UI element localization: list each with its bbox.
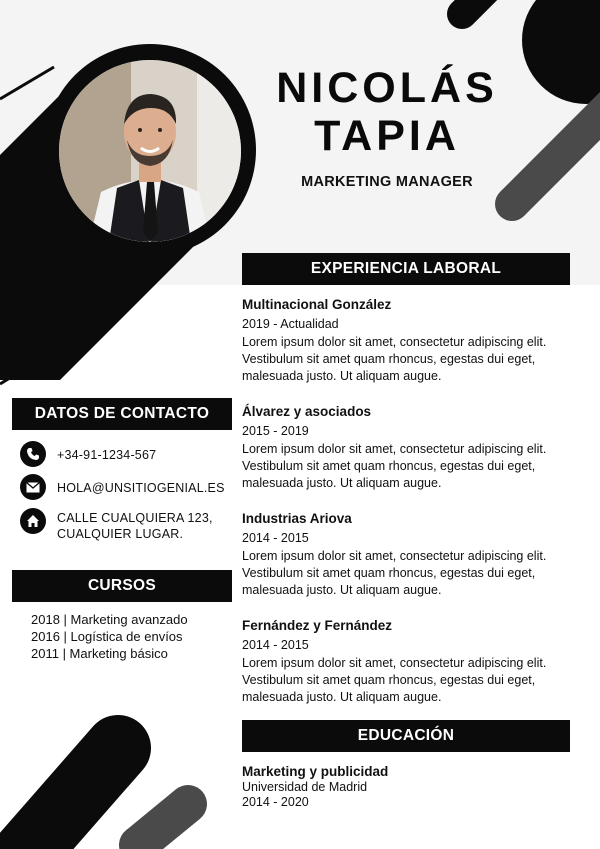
deco-line-top-left [0,67,54,99]
job-title: MARKETING MANAGER [301,174,473,190]
experience-years: 2015 - 2019 [242,424,309,438]
experience-company: Álvarez y asociados [242,404,372,419]
description-line: malesuada justo. Ut aliquam augue. [242,369,442,383]
description-line: Vestibulum sit amet quam rhoncus, egestas dui eget, [242,673,536,687]
description-line: malesuada justo. Ut aliquam augue. [242,476,442,490]
experience-description [242,441,582,492]
experience-description [242,334,582,385]
experience-years: 2014 - 2015 [242,531,309,545]
home-icon [20,508,46,534]
education-heading: EDUCACIÓN [242,720,570,752]
education-school: Universidad de Madrid [242,780,368,794]
description-line: malesuada justo. Ut aliquam augue. [242,583,442,597]
description-line: Lorem ipsum dolor sit amet, consectetur adipiscing elit. [242,442,547,456]
course-item: 2018 | Marketing avanzado [31,612,188,627]
education-degree: Marketing y publicidad [242,764,389,779]
description-line: Lorem ipsum dolor sit amet, consectetur adipiscing elit. [242,335,547,349]
deco-circle-top-right [522,0,600,104]
contact-email-row [20,474,225,500]
first-name: NICOLÁS [276,64,498,112]
description-line: malesuada justo. Ut aliquam augue. [242,690,442,704]
experience-description [242,548,582,599]
mail-icon [20,474,46,500]
contact-phone[interactable]: +34-91-1234-567 [57,448,157,462]
contact-address-row [20,508,213,542]
last-name: TAPIA [314,112,460,160]
description-line: Vestibulum sit amet quam rhoncus, egestas dui eget, [242,566,536,580]
profile-photo-illustration [59,60,241,242]
deco-pill-bottom-black [20,748,118,849]
description-line: Lorem ipsum dolor sit amet, consectetur adipiscing elit. [242,549,547,563]
education-years: 2014 - 2020 [242,795,309,809]
experience-description [242,655,582,706]
experience-heading: EXPERIENCIA LABORAL [242,253,570,285]
course-item: 2016 | Logística de envíos [31,629,183,644]
contact-email[interactable]: HOLA@UNSITIOGENIAL.ES [57,481,225,495]
contact-heading: DATOS DE CONTACTO [12,398,232,430]
description-line: Vestibulum sit amet quam rhoncus, egestas dui eget, [242,459,536,473]
address-line-2: CUALQUIER LUGAR. [57,527,184,541]
description-line: Vestibulum sit amet quam rhoncus, egestas dui eget, [242,352,536,366]
experience-years: 2014 - 2015 [242,638,309,652]
address-line-1: CALLE CUALQUIERA 123, [57,511,213,525]
experience-company: Multinacional González [242,297,392,312]
phone-icon [20,441,46,467]
education-item [242,763,572,810]
description-line: Lorem ipsum dolor sit amet, consectetur adipiscing elit. [242,656,547,670]
profile-photo [59,60,241,242]
experience-item [242,617,582,706]
experience-years: 2019 - Actualidad [242,317,339,331]
deco-pill-grey-right [512,101,600,204]
experience-item [242,296,582,385]
course-item: 2011 | Marketing básico [31,646,168,661]
candidate-name [262,64,512,160]
experience-item [242,403,582,492]
deco-pill-top [462,0,492,14]
experience-company: Fernández y Fernández [242,618,393,633]
contact-address [57,510,213,542]
experience-company: Industrias Ariova [242,511,352,526]
experience-item [242,510,582,599]
deco-pill-bottom-grey [138,804,188,845]
courses-heading: CURSOS [12,570,232,602]
contact-phone-row [20,441,156,467]
